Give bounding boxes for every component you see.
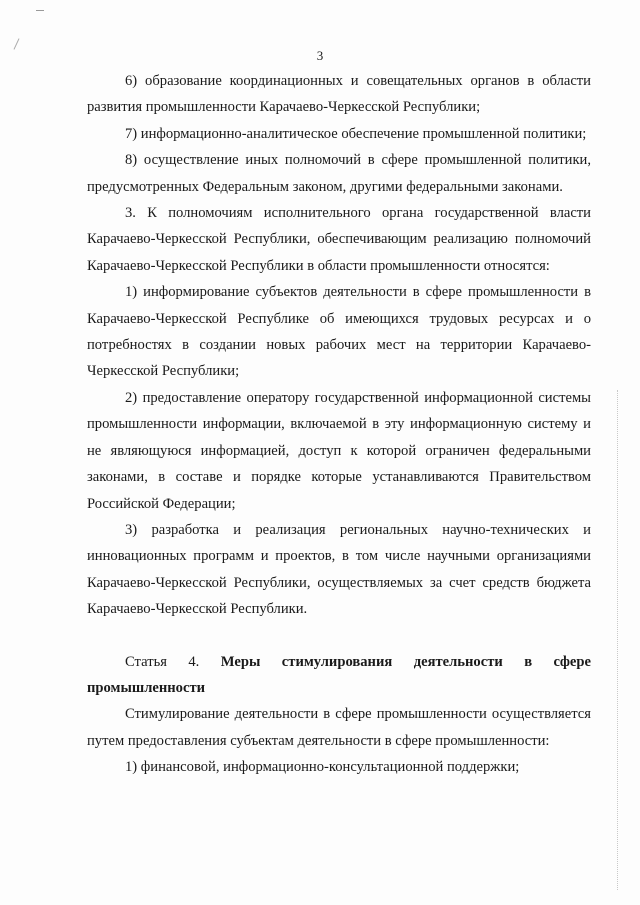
paragraph: 2) предоставление оператору государственной информационной системы промышленности информации, включаемой в эту информационную систему и не являющуюся информацией, доступ к которой ограничен федеральными законами, в составе и порядке которые устанавливаются Правительством Российской Федерации;	[87, 389, 591, 512]
scan-mark	[36, 10, 44, 11]
paragraph: 6) образование координационных и совещательных органов в области развития промышленности Карачаево-Черкесской Республики;	[87, 73, 591, 116]
scan-edge-dots	[615, 390, 618, 890]
paragraph: 7) информационно-аналитическое обеспечение промышленной политики;	[125, 125, 587, 142]
paragraph: 3) разработка и реализация региональных научно-технических и инновационных программ и проектов, в том числе научными организациями Карачаево-Черкесской Республики, осуществляемых за счет средств бюджета Карачаево-Черкесской Республики.	[87, 521, 591, 618]
paragraph: 1) информирование субъектов деятельности в сфере промышленности в Карачаево-Черкесской Республике об имеющихся трудовых ресурсах и о потребностях в создании новых рабочих мест на территории Карачаево-Черкесской Республики;	[87, 284, 591, 380]
page-number: 3	[316, 48, 324, 63]
paragraph: 8) осуществление иных полномочий в сфере промышленной политики, предусмотренных Федеральным законом, другими федеральными законами.	[87, 152, 591, 195]
paragraph: Стимулирование деятельности в сфере промышленности осуществляется путем предоставления субъектам деятельности в сфере промышленности:	[87, 706, 591, 749]
document-body	[87, 68, 591, 781]
paragraph: 1) финансовой, информационно-консультационной поддержки;	[125, 759, 520, 776]
article-heading	[87, 649, 591, 702]
spacer	[87, 623, 591, 649]
paragraph: 3. К полномочиям исполнительного органа государственной власти Карачаево-Черкесской Республики, обеспечивающим реализацию полномочий Карачаево-Черкесской Республики в области промышленности относятся:	[87, 205, 591, 274]
article-title: Меры стимулирования деятельности в сфере промышленности	[87, 653, 592, 696]
article-label: Статья 4.	[125, 653, 200, 670]
